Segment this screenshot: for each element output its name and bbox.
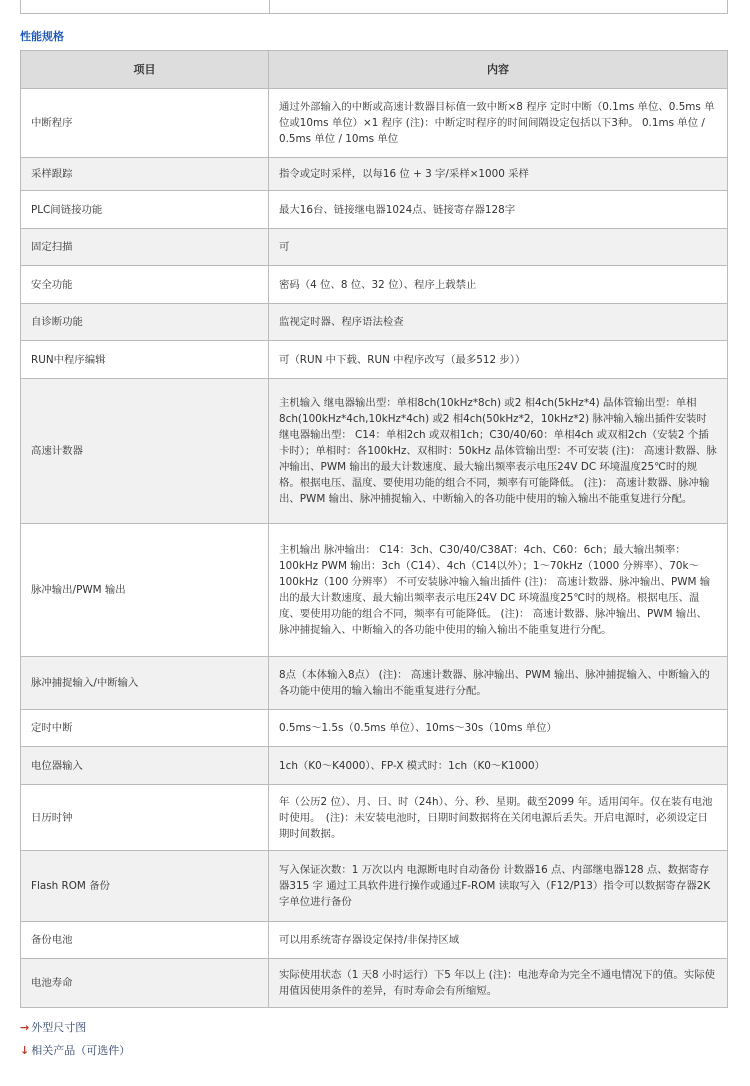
table-row xyxy=(21,959,728,1008)
row-item: PLC间链接功能 xyxy=(21,191,269,229)
row-item: 安全功能 xyxy=(21,266,269,304)
row-item: 日历时钟 xyxy=(21,785,269,851)
table-row xyxy=(21,266,728,304)
row-item: 脉冲输出/PWM 输出 xyxy=(21,524,269,657)
table-row xyxy=(21,341,728,379)
row-item: 定时中断 xyxy=(21,710,269,747)
row-content: 最大16台、链接继电器1024点、链接寄存器128字 xyxy=(269,191,728,229)
row-item: 中断程序 xyxy=(21,89,269,158)
column-header-content: 内容 xyxy=(269,51,728,89)
column-header-item: 项目 xyxy=(21,51,269,89)
row-content: 写入保证次数：1 万次以内 电源断电时自动备份 计数器16 点、内部继电器128 点、数据寄存器315 字 通过工具软件进行操作或通过F-ROM 读取写入（F12/P13）指令可以数据寄存器2K 字单位进行备份 xyxy=(269,851,728,922)
table-row xyxy=(21,785,728,851)
arrow-right-icon: → xyxy=(20,1021,30,1034)
row-content: 实际使用状态（1 天8 小时运行）下5 年以上 (注)：电池寿命为完全不通电情况下的值。实际使用值因使用条件的差异，有时寿命会有所缩短。 xyxy=(269,959,728,1008)
row-content: 8点（本体输入8点） (注)： 高速计数器、脉冲输出、PWM 输出、脉冲捕捉输入、中断输入的各功能中使用的输入输出不能重复进行分配。 xyxy=(269,657,728,710)
table-row xyxy=(21,922,728,959)
row-item: 电池寿命 xyxy=(21,959,269,1008)
row-item: 采样跟踪 xyxy=(21,158,269,191)
row-content: 可 xyxy=(269,229,728,266)
link-dimensions[interactable] xyxy=(20,1016,130,1039)
row-item: 备份电池 xyxy=(21,922,269,959)
related-links xyxy=(20,1016,130,1062)
row-content: 指令或定时采样，以每16 位 + 3 字/采样×1000 采样 xyxy=(269,158,728,191)
row-content: 密码（4 位、8 位、32 位）、程序上载禁止 xyxy=(269,266,728,304)
table-row xyxy=(21,710,728,747)
row-content: 年（公历2 位）、月、日、时（24h）、分、秒、星期。截至2099 年。适用闰年。仅在装有电池时使用。 (注)：未安装电池时，日期时间数据将在关闭电源后丢失。开启电源时，必须设定日期时间数据。 xyxy=(269,785,728,851)
table-row xyxy=(21,524,728,657)
row-content: 主机输入 继电器输出型：单相8ch(10kHz*8ch) 或2 相4ch(5kHz*4) 晶体管输出型：单相8ch(100kHz*4ch,10kHz*4ch) 或2 相4ch(50kHz*2，10kHz*2) 脉冲输入输出插件安装时 继电器输出型： C14：单相2ch 或双相1ch；C30/40/60：单相4ch 或双相2ch（安装2 个插卡时）；单相时：各100kHz、双相时：50kHz 晶体管输出型：不可安装 (注)： 高速计数器、脉冲输出、PWM 输出的最大计数速度、最大输出频率表示电压24V DC 环境温度25℃时的规格。根据电压、温度、要使用功能的组合不同，频率有可能降低。 (注)： 高速计数器、脉冲输出、PWM 输出、脉冲捕捉输入、中断输入的各功能中使用的输入输出不能重复进行分配。 xyxy=(269,379,728,524)
previous-table-row-partial xyxy=(20,0,728,14)
table-row xyxy=(21,229,728,266)
row-item: 电位器输入 xyxy=(21,747,269,785)
row-item: 脉冲捕捉输入/中断输入 xyxy=(21,657,269,710)
performance-spec-table xyxy=(20,50,728,1008)
row-item: 固定扫描 xyxy=(21,229,269,266)
table-row xyxy=(21,747,728,785)
row-content: 通过外部输入的中断或高速计数器目标值一致中断×8 程序 定时中断（0.1ms 单位、0.5ms 单位或10ms 单位）×1 程序 (注)：中断定时程序的时间间隔设定包括以下3种。 0.1ms 单位 / 0.5ms 单位 / 10ms 单位 xyxy=(269,89,728,158)
table-row xyxy=(21,657,728,710)
link-label[interactable]: 相关产品（可选件） xyxy=(31,1044,131,1057)
table-row xyxy=(21,158,728,191)
table-row xyxy=(21,379,728,524)
row-content: 主机输出 脉冲输出： C14：3ch、C30/40/C38AT：4ch、C60：6ch；最大输出频率：100kHz PWM 输出：3ch（C14）、4ch（C14以外）；1～70kHz（1000 分辨率）、70k～100kHz（100 分辨率） 不可安装脉冲输入输出插件 (注)： 高速计数器、脉冲输出、PWM 输出的最大计数速度、最大输出频率表示电压24V DC 环境温度25℃时的规格。根据电压、温度、要使用功能的组合不同，频率有可能降低。 (注)： 高速计数器、脉冲输出、PWM 输出、脉冲捕捉输入、中断输入的各功能中使用的输入输出不能重复进行分配。 xyxy=(269,524,728,657)
table-row xyxy=(21,191,728,229)
row-content: 1ch（K0～K4000）、FP-X 模式时：1ch（K0～K1000） xyxy=(269,747,728,785)
row-item: Flash ROM 备份 xyxy=(21,851,269,922)
row-content: 可以用系统寄存器设定保持/非保持区域 xyxy=(269,922,728,959)
link-related-products[interactable] xyxy=(20,1039,130,1062)
arrow-down-icon: ↓ xyxy=(20,1044,30,1057)
row-content: 可（RUN 中下载、RUN 中程序改写（最多512 步）） xyxy=(269,341,728,379)
section-title: 性能规格 xyxy=(20,30,64,43)
row-item: RUN中程序编辑 xyxy=(21,341,269,379)
row-content: 监视定时器、程序语法检查 xyxy=(269,304,728,341)
table-row xyxy=(21,89,728,158)
row-item: 自诊断功能 xyxy=(21,304,269,341)
row-content: 0.5ms～1.5s（0.5ms 单位）、10ms～30s（10ms 单位） xyxy=(269,710,728,747)
row-item: 高速计数器 xyxy=(21,379,269,524)
table-row xyxy=(21,304,728,341)
link-label[interactable]: 外型尺寸图 xyxy=(31,1021,87,1034)
table-row xyxy=(21,851,728,922)
